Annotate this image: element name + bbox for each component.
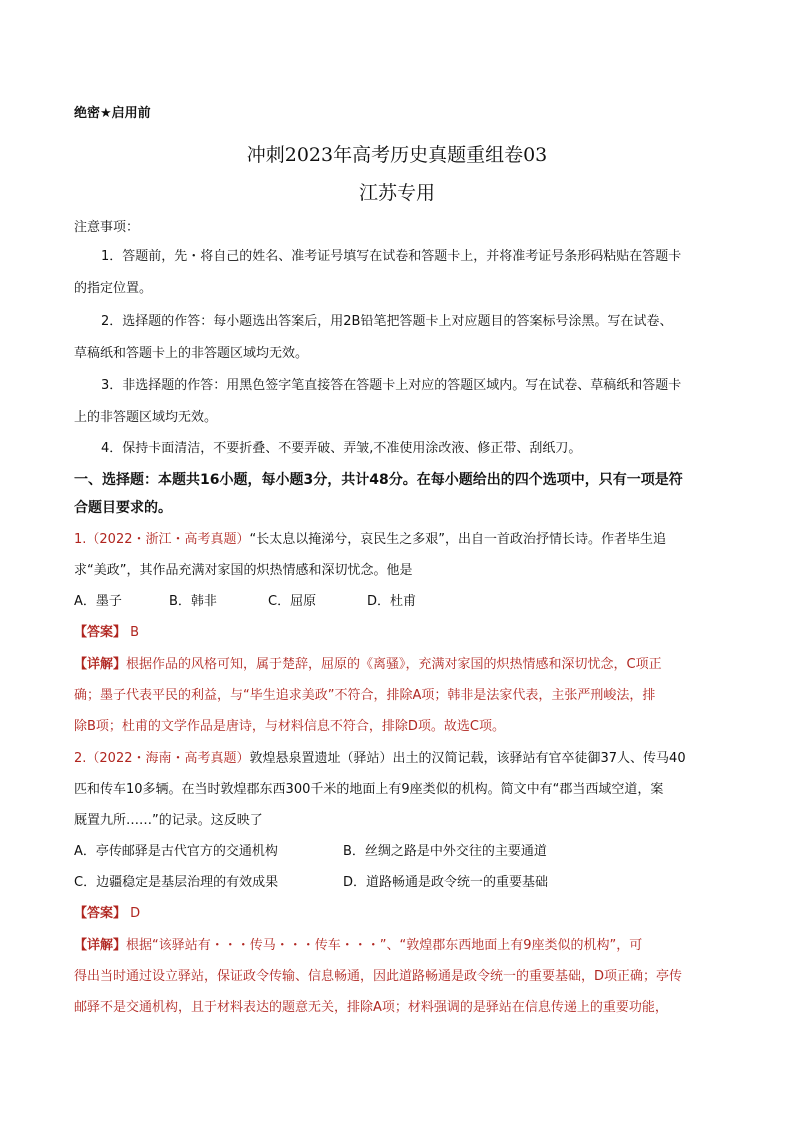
section-heading: 一、选择题：本题共16小题，每小题3分，共计48分。在每小题给出的四个选项中，只有一项是符 xyxy=(74,472,683,488)
detail-line: 除B项；杜甫的文学作品是唐诗，与材料信息不符合，排除D项。故选C项。 xyxy=(74,719,506,734)
answer-row xyxy=(74,624,139,642)
detail-tag: 【详解】 xyxy=(74,657,127,672)
detail-line: 邮驿不是交通机构，且于材料表达的题意无关，排除A项；材料强调的是驿站在信息传递上的重要功能， xyxy=(74,1000,668,1015)
question-2-stem xyxy=(74,750,686,768)
option-b: B．韩非 xyxy=(169,594,217,609)
answer-tag: 【答案】 xyxy=(74,625,127,640)
detail-line: 确；墨子代表平民的利益，与“毕生追求美政”不符合，排除A项；韩非是法家代表，主张严刑峻法，排 xyxy=(74,688,656,703)
option-c: C．边疆稳定是基层治理的有效成果 xyxy=(74,875,279,890)
section-heading: 合题目要求的。 xyxy=(74,500,172,516)
question-text: 匹和传车10多辆。在当时敦煌郡东西300千米的地面上有9座类似的机构。简文中有“郡当西域空道，案 xyxy=(74,782,664,797)
question-text: “长太息以掩涕兮，哀民生之多艰”，出自一首政治抒情长诗。作者毕生追 xyxy=(249,532,666,547)
notice-line: 3．非选择题的作答：用黑色签字笔直接答在答题卡上对应的答题区域内。写在试卷、草稿纸和答题卡 xyxy=(101,378,682,393)
notice-line: 1．答题前，先・将自己的姓名、准考证号填写在试卷和答题卡上，并将准考证号条形码粘贴在答题卡 xyxy=(101,249,682,264)
notice-line: 4．保持卡面清洁，不要折叠、不要弄破、弄皱,不准使用涂改液、修正带、刮纸刀。 xyxy=(101,441,582,456)
notice-line: 草稿纸和答题卡上的非答题区域均无效。 xyxy=(74,346,309,361)
page-title: 冲刺2023年高考历史真题重组卷03 xyxy=(246,144,548,166)
question-source: 1.（2022・浙江・高考真题） xyxy=(74,532,250,547)
option-a: A．墨子 xyxy=(74,594,122,609)
option-b: B．丝绸之路是中外交往的主要通道 xyxy=(343,844,547,859)
notice-heading: 注意事项： xyxy=(74,220,140,235)
notice-line: 2．选择题的作答：每小题选出答案后，用2B铅笔把答题卡上对应题目的答案标号涂黑。写在试卷、 xyxy=(101,314,673,329)
answer-tag: 【答案】 xyxy=(74,906,127,921)
detail-tag: 【详解】 xyxy=(74,938,127,953)
answer-value: B xyxy=(130,625,140,640)
detail-text: 根据作品的风格可知，属于楚辞，屈原的《离骚》，充满对家国的炽热情感和深切忧念，C项正 xyxy=(126,657,662,672)
option-d: D．杜甫 xyxy=(367,594,417,609)
question-text: 厩置九所……”的记录。这反映了 xyxy=(74,813,263,828)
notice-line: 上的非答题区域均无效。 xyxy=(74,410,218,425)
question-1-options xyxy=(74,593,417,611)
detail-line xyxy=(74,656,662,674)
question-1-stem xyxy=(74,531,666,549)
notice-line: 的指定位置。 xyxy=(74,281,153,296)
answer-row xyxy=(74,905,140,923)
confidential-mark: 绝密★启用前 xyxy=(74,106,151,121)
question-text: 求“美政”，其作品充满对家国的炽热情感和深切忧念。他是 xyxy=(74,563,413,578)
option-a: A．亭传邮驿是古代官方的交通机构 xyxy=(74,844,278,859)
option-d: D．道路畅通是政令统一的重要基础 xyxy=(343,875,549,890)
detail-text: 根据“该驿站有・・・传马・・・传车・・・”、“敦煌郡东西地面上有9座类似的机构”，可 xyxy=(126,938,643,953)
option-c: C．屈原 xyxy=(268,594,317,609)
page-subtitle: 江苏专用 xyxy=(358,182,435,204)
detail-line xyxy=(74,937,642,955)
answer-value: D xyxy=(130,906,141,921)
detail-line: 得出当时通过设立驿站，保证政令传输、信息畅通，因此道路畅通是政令统一的重要基础，D项正确；亭传 xyxy=(74,969,683,984)
question-source: 2.（2022・海南・高考真题） xyxy=(74,751,250,766)
question-text: 敦煌悬泉置遗址（驿站）出土的汉简记载，该驿站有官卒徒御37人、传马40 xyxy=(249,751,686,766)
